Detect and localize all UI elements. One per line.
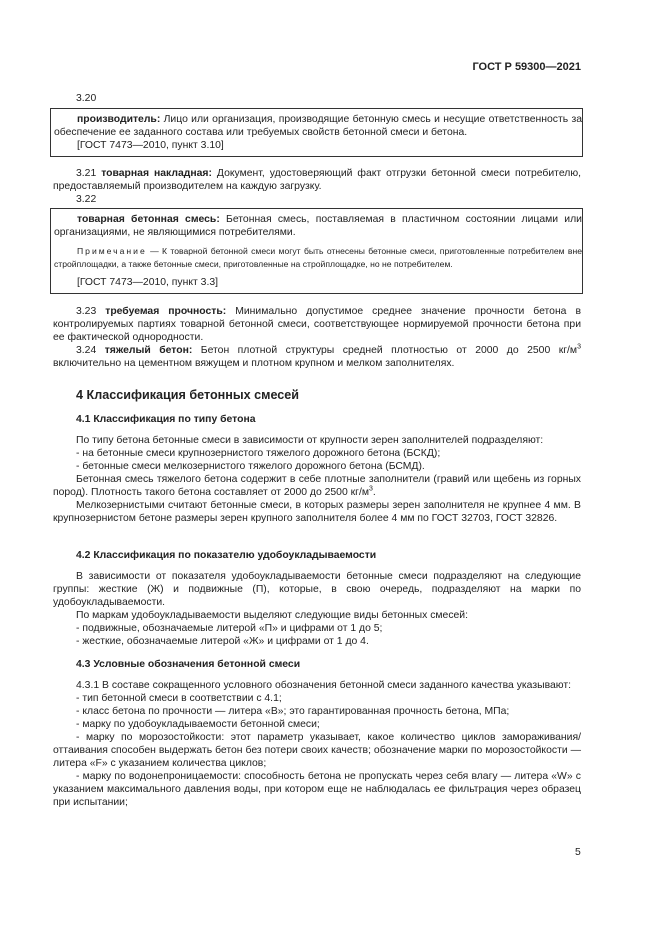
subsection-heading-4-1: 4.1 Классификация по типу бетона <box>76 414 256 425</box>
definition-box-3-20 <box>50 108 583 157</box>
clause-3-21: 3.21 товарная накладная: Документ, удостоверяющий факт отгрузки бетонной смеси потребителю, предоставляемый производителем на каждую загрузку. <box>53 168 581 192</box>
clause-number-3-22: 3.22 <box>76 194 97 205</box>
clause-3-24: 3.24 тяжелый бетон: Бетон плотной структуры средней плотностью от 2000 до 2500 $кг/м^3$ включительно на цементном вяжущем и плотном крупном и мелком заполнителях. <box>53 343 581 369</box>
definition-text: производитель: Лицо или организация, производящие бетонную смесь и несущие ответственность за обеспечение ее заданного состава или требуемых свойств бетонной смеси и бетона. <box>54 114 582 138</box>
clause-3-23: 3.23 требуемая прочность: Минимально допустимое среднее значение прочности бетона в контролируемых партиях товарной бетонной смеси, соответствующее нормируемой прочности бетона при ее фактической однородности. <box>53 306 581 343</box>
subsection-4-1-body: По типу бетона бетонные смеси в зависимости от крупности зерен заполнителей подразделяют: - на бетонные смеси крупнозернистого тяжелого дорожного бетона (БСКД); - бетонные смеси мелкозернистого тяжелого дорожного бетона (БСМД). Бетонная смесь тяжелого бетона содержит в себе плотные заполнители (гравий или щебень из горных пород). Плотность такого бетона составляет от 2000 до 2500 $кг/м^3$. Мелкозернистыми считают бетонные смеси, в которых размеры зерен заполнителя не крупнее 4 мм. В крупнозернистом бетоне размеры зерен крупного заполнителя более 4 мм по ГОСТ 32703, ГОСТ 32826. <box>53 435 581 524</box>
subsection-heading-4-3: 4.3 Условные обозначения бетонной смеси <box>76 659 301 670</box>
definition-reference: [ГОСТ 7473—2010, пункт 3.3] <box>77 277 218 288</box>
document-header: ГОСТ Р 59300—2021 <box>472 61 581 73</box>
page-number: 5 <box>575 847 581 858</box>
subsection-heading-4-2: 4.2 Классификация по показателю удобоукладываемости <box>76 550 377 561</box>
subsection-4-2-body: В зависимости от показателя удобоукладываемости бетонные смеси подразделяют на следующие группы: жесткие (Ж) и подвижные (П), которые, в свою очередь, подразделяют на марки по удобоукладываемости. По маркам удобоукладываемости выделяют следующие виды бетонных смесей: - подвижные, обозначаемые литерой «П» и цифрами от 1 до 5; - жесткие, обозначаемые литерой «Ж» и цифрами от 1 до 4. <box>53 571 581 647</box>
note: Примечание — К товарной бетонной смеси могут быть отнесены бетонные смеси, приготовленные потребителем вне стройплощадки, а также бетонные смеси, приготовленные на стройплощадке, но не потребителем. <box>54 246 582 269</box>
clause-number-3-20: 3.20 <box>76 93 97 104</box>
subsection-4-3-body: 4.3.1 В составе сокращенного условного обозначения бетонной смеси заданного качества указывают: - тип бетонной смеси в соответствии с 4.1; - класс бетона по прочности — литера «В»; это гарантированная прочность бетона, МПа; - марку по удобоукладываемости бетонной смеси; - марку по морозостойкости: этот параметр указывает, какое количество циклов замораживания/оттаивания способен выдержать бетон без потери своих качеств; обозначение марки по морозостойкости — литера «F» с указанием количества циклов; - марку по водонепроницаемости: способность бетона не пропускать через себя влагу — литера «W» с указанием максимального давления воды, при котором еще не наблюдалась ее фильтрация через образец при испытании; <box>53 680 581 808</box>
section-heading-4: 4 Классификация бетонных смесей <box>76 388 300 402</box>
definition-text: товарная бетонная смесь: Бетонная смесь, поставляемая в пластичном состоянии лицами или организациями, не являющимися потребителями. <box>54 214 582 238</box>
definition-reference: [ГОСТ 7473—2010, пункт 3.10] <box>77 140 224 151</box>
definition-box-3-22 <box>50 208 583 294</box>
